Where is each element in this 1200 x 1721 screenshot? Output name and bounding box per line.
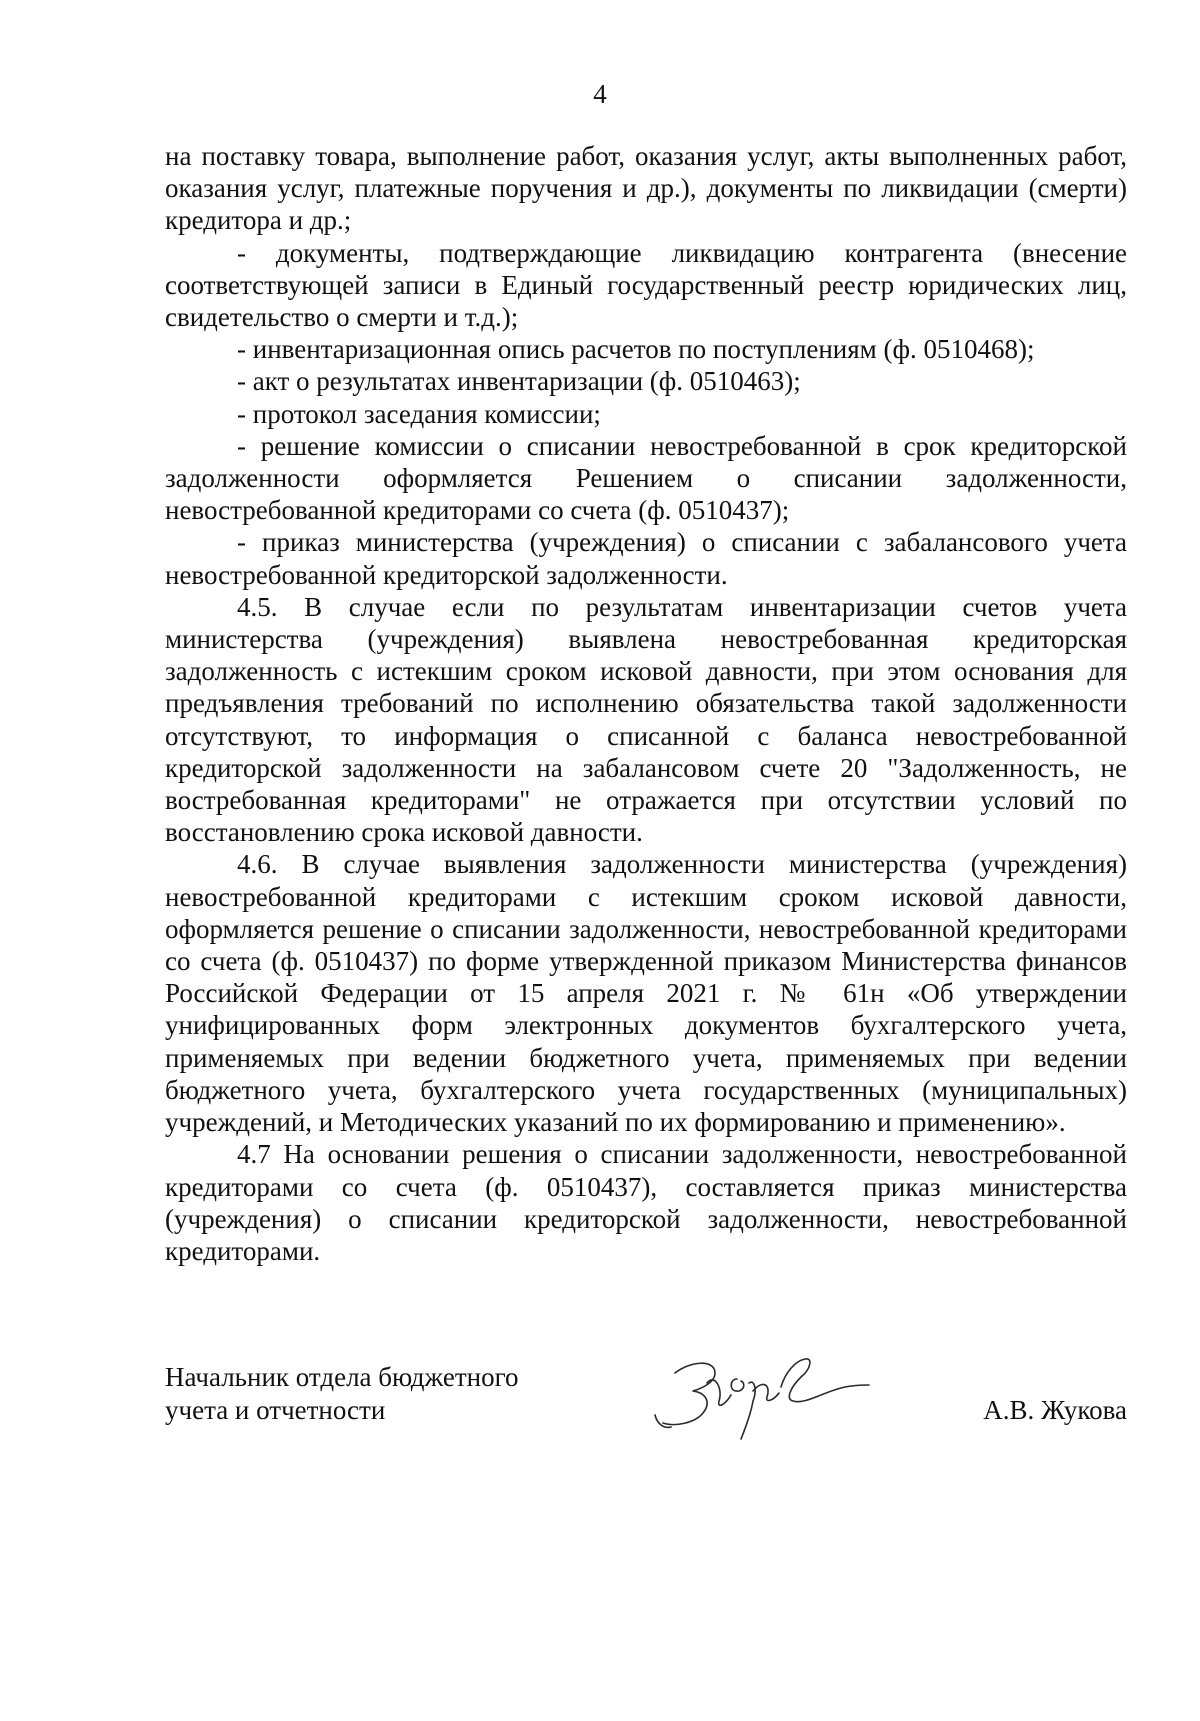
paragraph: - документы, подтверждающие ликвидацию контрагента (внесение соответствующей записи в Единый государственный реестр юридических лиц, свидетельство о смерти и т.д.);: [165, 237, 1127, 333]
signature-block: [165, 1361, 1127, 1451]
paragraph: - приказ министерства (учреждения) о списании с забалансового учета невостребованной кредиторской задолженности.: [165, 527, 1127, 590]
page-number: 4: [593, 79, 607, 109]
paragraph: - акт о результатах инвентаризации (ф. 0510463);: [237, 366, 801, 397]
document-body: [165, 140, 1127, 1267]
signatory-position-line: учета и отчетности: [165, 1395, 386, 1425]
signatory-name: А.В. Жукова: [983, 1395, 1127, 1425]
paragraph-4-6: 4.6. В случае выявления задолженности министерства (учреждения) невостребованной кредиторами с истекшим сроком исковой давности, оформляется решение о списании задолженности, невостребованной кредиторами со счета (ф. 0510437) по форме утвержденной приказом Министерства финансов Российской Федерации от 15 апреля 2021 г. № 61н «Об утверждении унифицированных форм электронных документов бухгалтерского учета, применяемых при ведении бюджетного учета, применяемых при ведении бюджетного учета, бухгалтерского учета государственных (муниципальных) учреждений, и Методических указаний по их формированию и применению».: [165, 849, 1127, 1138]
paragraph-4-7: 4.7 На основании решения о списании задолженности, невостребованной кредиторами со счета (ф. 0510437), составляется приказ министерства (учреждения) о списании кредиторской задолженности, невостребованной кредиторами.: [165, 1139, 1127, 1266]
signatory-position: [165, 1361, 585, 1427]
signatory-position-line: Начальник отдела бюджетного: [165, 1362, 519, 1392]
paragraph-4-5: 4.5. В случае если по результатам инвентаризации счетов учета министерства (учреждения) выявлена невостребованная кредиторская задолженность с истекшим сроком исковой давности, при этом основания для предъявления требований по исполнению обязательства такой задолженности отсутствуют, то информация о списанной с баланса невостребованной кредиторской задолженности на забалансовом счете 20 "Задолженность, не востребованная кредиторами" не отражается при отсутствии условий по восстановлению срока исковой давности.: [165, 591, 1127, 848]
paragraph: - протокол заседания комиссии;: [237, 398, 601, 429]
paragraph: на поставку товара, выполнение работ, оказания услуг, акты выполненных работ, оказания услуг, платежные поручения и др.), документы по ликвидации (смерти) кредитора и др.;: [165, 141, 1127, 236]
paragraph: - инвентаризационная опись расчетов по поступлениям (ф. 0510468);: [237, 334, 1035, 365]
handwritten-signature: [645, 1343, 875, 1453]
paragraph: - решение комиссии о списании невостребованной в срок кредиторской задолженности оформляется Решением о списании задолженности, невостребованной кредиторами со счета (ф. 0510437);: [165, 430, 1127, 526]
